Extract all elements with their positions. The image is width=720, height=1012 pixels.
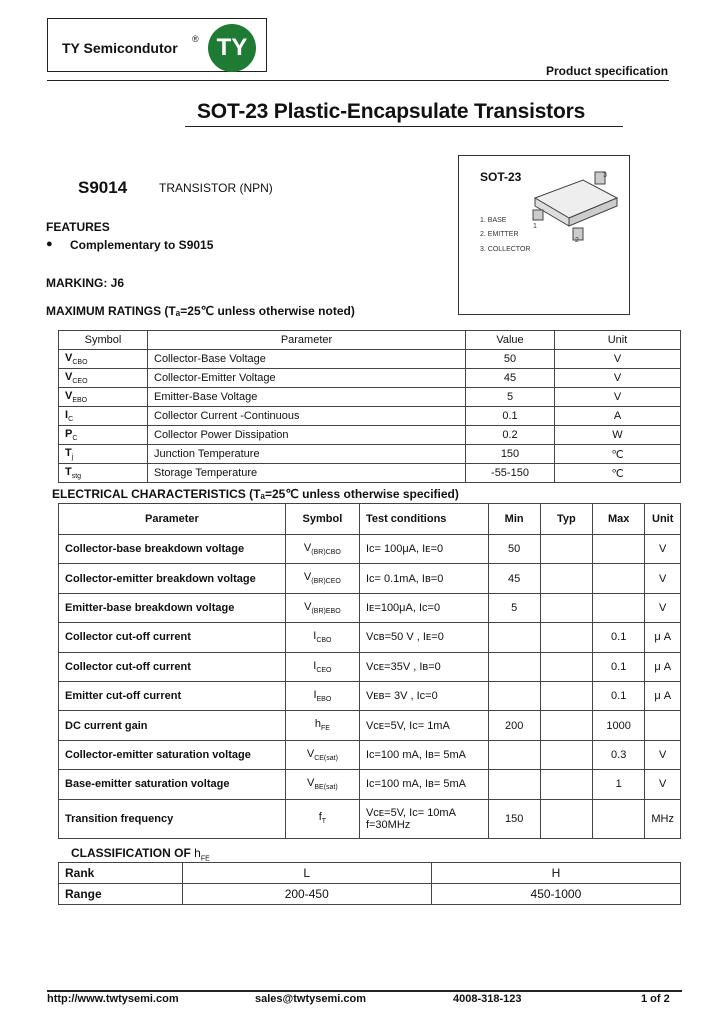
symbol-subscript: EBO	[316, 696, 332, 704]
electrical-characteristics-table	[58, 503, 681, 839]
cell-typ	[540, 770, 592, 799]
hfe-symbol	[194, 846, 210, 863]
header-parameter: Parameter	[148, 331, 466, 350]
cell-value: 0.1	[466, 407, 555, 426]
table-row	[59, 426, 681, 445]
cell-max	[592, 593, 644, 622]
symbol-letter: T	[65, 465, 72, 478]
symbol-subscript: BE(sat)	[314, 784, 338, 792]
hfe-sub: FE	[200, 855, 210, 863]
cell-unit: A	[555, 407, 681, 426]
pin-number-2: 2	[575, 237, 579, 244]
cell-parameter: Collector-emitter saturation voltage	[59, 740, 286, 769]
symbol-letter: f	[318, 811, 322, 824]
symbol-letter: V	[304, 600, 312, 613]
header-max: Max	[592, 504, 644, 535]
cell-label: Rank	[59, 863, 183, 884]
table-row	[59, 863, 681, 884]
cell-parameter: Collector cut-off current	[59, 652, 286, 681]
symbol-letter: V	[303, 571, 312, 584]
cell-symbol	[285, 535, 359, 564]
symbol-letter: P	[65, 427, 73, 440]
cell-unit: V	[555, 388, 681, 407]
page-title: SOT-23 Plastic-Encapsulate Transistors	[197, 100, 586, 123]
cell-max: 1000	[592, 711, 644, 740]
cell-parameter: Collector cut-off current	[59, 623, 286, 652]
cell-max: 0.1	[592, 681, 644, 710]
cell-symbol	[285, 593, 359, 622]
cell-unit: ℃	[555, 464, 681, 483]
features-heading: FEATURES	[46, 220, 110, 234]
table-row	[59, 799, 681, 838]
table-row	[59, 445, 681, 464]
symbol-letter: h	[314, 718, 321, 731]
cell-max	[592, 564, 644, 593]
symbol-letter: V	[65, 351, 73, 364]
symbol-letter: I	[313, 689, 317, 702]
cell-parameter: Emitter-base breakdown voltage	[59, 593, 286, 622]
ty-logo-icon: TY	[208, 24, 256, 72]
part-type: TRANSISTOR (NPN)	[159, 181, 273, 195]
hfe-h: h	[194, 846, 201, 860]
pin-label-base: 1. BASE	[480, 217, 507, 224]
table-row	[59, 464, 681, 483]
symbol-subscript: T	[321, 818, 327, 826]
cell-parameter: Collector Current -Continuous	[148, 407, 466, 426]
cell-value: 200-450	[182, 884, 431, 905]
table-row	[59, 711, 681, 740]
registered-mark: ®	[192, 34, 199, 44]
cell-symbol	[285, 564, 359, 593]
footer-phone: 4008-318-123	[453, 993, 522, 1005]
symbol-subscript: j	[71, 454, 74, 462]
cell-max: 0.1	[592, 623, 644, 652]
cell-min: 45	[488, 564, 540, 593]
cell-min	[488, 623, 540, 652]
cell-conditions: Iᴇ=100μA, Iᴄ=0	[359, 593, 488, 622]
table-row	[59, 369, 681, 388]
cell-max	[592, 535, 644, 564]
table-row	[59, 350, 681, 369]
symbol-letter: I	[313, 659, 317, 672]
cell-symbol	[285, 740, 359, 769]
cell-max: 1	[592, 770, 644, 799]
cell-typ	[540, 740, 592, 769]
symbol-subscript: CEO	[72, 378, 88, 386]
header-unit: Unit	[555, 331, 681, 350]
pin-number-1: 1	[533, 223, 537, 230]
cell-unit: μ A	[645, 652, 681, 681]
elec-heading: ELECTRICAL CHARACTERISTICS (Tₐ=25℃ unless otherwise specified)	[52, 487, 459, 501]
header-parameter: Parameter	[59, 504, 286, 535]
table-header-row	[59, 331, 681, 350]
cell-unit: V	[555, 369, 681, 388]
cell-parameter: Storage Temperature	[148, 464, 466, 483]
cell-symbol	[59, 350, 148, 369]
cell-parameter: Emitter-Base Voltage	[148, 388, 466, 407]
cell-parameter: Junction Temperature	[148, 445, 466, 464]
cell-unit: V	[645, 740, 681, 769]
footer-email[interactable]: sales@twtysemi.com	[255, 993, 366, 1005]
symbol-subscript: CBO	[72, 359, 88, 367]
cell-unit: V	[645, 535, 681, 564]
marking: MARKING: J6	[46, 276, 125, 290]
cell-value: L	[182, 863, 431, 884]
product-specification: Product specification	[546, 64, 669, 78]
footer-url[interactable]: http://www.twtysemi.com	[47, 993, 179, 1005]
header-divider	[47, 80, 669, 81]
cell-min	[488, 740, 540, 769]
title-underline	[185, 126, 623, 127]
table-row	[59, 740, 681, 769]
bullet-icon: ●	[46, 238, 53, 250]
cell-symbol	[285, 711, 359, 740]
cell-symbol	[59, 407, 148, 426]
header-typ: Typ	[540, 504, 592, 535]
cell-conditions: Vᴄʙ=50 V , Iᴇ=0	[359, 623, 488, 652]
cell-symbol	[59, 388, 148, 407]
cell-conditions: Iᴄ= 0.1mA, Iʙ=0	[359, 564, 488, 593]
symbol-subscript: EBO	[72, 397, 88, 405]
symbol-letter: I	[65, 408, 69, 421]
footer-divider	[47, 990, 682, 992]
table-row	[59, 623, 681, 652]
symbol-letter: V	[307, 777, 315, 790]
pin-label-collector: 3. COLLECTOR	[480, 246, 531, 253]
symbol-letter: V	[65, 370, 73, 383]
cell-unit: μ A	[645, 623, 681, 652]
cell-value: 150	[466, 445, 555, 464]
cell-conditions: Vᴇʙ= 3V , Iᴄ=0	[359, 681, 488, 710]
cell-symbol	[285, 799, 359, 838]
cell-value: 5	[466, 388, 555, 407]
max-ratings-table	[58, 330, 681, 483]
cell-parameter: Base-emitter saturation voltage	[59, 770, 286, 799]
cell-label: Range	[59, 884, 183, 905]
classification-label: CLASSIFICATION OF	[71, 846, 191, 860]
symbol-subscript: (BR)EBO	[311, 608, 341, 616]
cell-parameter: Emitter cut-off current	[59, 681, 286, 710]
cell-symbol	[285, 681, 359, 710]
table-row	[59, 593, 681, 622]
cell-unit: V	[645, 593, 681, 622]
symbol-subscript: FE	[320, 725, 330, 733]
cell-parameter: Collector-Emitter Voltage	[148, 369, 466, 388]
symbol-letter: V	[303, 542, 312, 555]
cell-typ	[540, 652, 592, 681]
cell-min: 50	[488, 535, 540, 564]
cell-unit: V	[555, 350, 681, 369]
header-value: Value	[466, 331, 555, 350]
symbol-subscript: CE(sat)	[314, 755, 338, 763]
cell-typ	[540, 535, 592, 564]
cell-symbol	[285, 623, 359, 652]
symbol-subscript: (BR)CEO	[311, 578, 341, 586]
cell-unit: μ A	[645, 681, 681, 710]
cell-symbol	[285, 652, 359, 681]
classification-heading	[71, 846, 210, 862]
header-symbol: Symbol	[59, 331, 148, 350]
cell-max: 0.1	[592, 652, 644, 681]
symbol-subscript: C	[68, 416, 74, 424]
cell-symbol	[285, 770, 359, 799]
cell-unit: ℃	[555, 445, 681, 464]
header-symbol: Symbol	[285, 504, 359, 535]
table-row	[59, 407, 681, 426]
cell-parameter: Transition frequency	[59, 799, 286, 838]
cell-symbol	[59, 426, 148, 445]
cell-min: 5	[488, 593, 540, 622]
cell-symbol	[59, 369, 148, 388]
cell-conditions: Iᴄ=100 mA, Iʙ= 5mA	[359, 770, 488, 799]
cell-value: 45	[466, 369, 555, 388]
cell-typ	[540, 711, 592, 740]
cell-min	[488, 652, 540, 681]
cell-conditions: Vᴄᴇ=5V, Iᴄ= 10mA f=30MHz	[359, 799, 488, 838]
cell-value: H	[431, 863, 680, 884]
cell-max: 0.3	[592, 740, 644, 769]
cell-min	[488, 770, 540, 799]
cell-typ	[540, 623, 592, 652]
cell-value: 450-1000	[431, 884, 680, 905]
symbol-subscript: CBO	[316, 637, 332, 645]
cell-conditions: Vᴄᴇ=35V , Iʙ=0	[359, 652, 488, 681]
company-name: TY Semicondutor	[62, 40, 178, 56]
cell-symbol	[59, 445, 148, 464]
cell-max	[592, 799, 644, 838]
symbol-letter: T	[65, 446, 72, 459]
cell-parameter: Collector Power Dissipation	[148, 426, 466, 445]
symbol-letter: V	[65, 389, 73, 402]
header-unit: Unit	[645, 504, 681, 535]
cell-unit: V	[645, 770, 681, 799]
table-row	[59, 388, 681, 407]
header-min: Min	[488, 504, 540, 535]
table-row	[59, 652, 681, 681]
pin-label-emitter: 2. EMITTER	[480, 231, 519, 238]
cell-parameter: Collector-emitter breakdown voltage	[59, 564, 286, 593]
table-row	[59, 681, 681, 710]
header-test-conditions: Test conditions	[359, 504, 488, 535]
table-row	[59, 564, 681, 593]
package-name: SOT-23	[480, 170, 522, 184]
symbol-letter: I	[313, 630, 317, 643]
table-header-row	[59, 504, 681, 535]
part-number: S9014	[78, 178, 128, 197]
symbol-subscript: C	[72, 435, 78, 443]
symbol-subscript: stg	[71, 473, 82, 481]
symbol-subscript: (BR)CBO	[311, 549, 341, 557]
cell-conditions: Iᴄ= 100μA, Iᴇ=0	[359, 535, 488, 564]
cell-typ	[540, 564, 592, 593]
cell-parameter: Collector-Base Voltage	[148, 350, 466, 369]
table-row	[59, 884, 681, 905]
cell-unit: W	[555, 426, 681, 445]
cell-conditions: Iᴄ=100 mA, Iʙ= 5mA	[359, 740, 488, 769]
cell-typ	[540, 799, 592, 838]
cell-min: 200	[488, 711, 540, 740]
cell-value: -55-150	[466, 464, 555, 483]
cell-unit: V	[645, 564, 681, 593]
table-row	[59, 770, 681, 799]
cell-typ	[540, 593, 592, 622]
footer-page: 1 of 2	[641, 993, 670, 1005]
symbol-subscript: CEO	[316, 666, 332, 674]
pin-1-lead	[533, 210, 543, 220]
pin-number-3: 3	[603, 172, 607, 179]
cell-min	[488, 681, 540, 710]
feature-item: Complementary to S9015	[70, 238, 214, 252]
cell-min: 150	[488, 799, 540, 838]
cell-value: 0.2	[466, 426, 555, 445]
table-row	[59, 535, 681, 564]
cell-symbol	[59, 464, 148, 483]
cell-typ	[540, 681, 592, 710]
cell-conditions: Vᴄᴇ=5V, Iᴄ= 1mA	[359, 711, 488, 740]
cell-unit	[645, 711, 681, 740]
max-ratings-heading: MAXIMUM RATINGS (Tₐ=25℃ unless otherwise noted)	[46, 304, 355, 318]
cell-parameter: Collector-base breakdown voltage	[59, 535, 286, 564]
classification-table	[58, 862, 681, 905]
cell-value: 50	[466, 350, 555, 369]
cell-parameter: DC current gain	[59, 711, 286, 740]
symbol-letter: V	[306, 747, 315, 760]
cell-unit: MHz	[645, 799, 681, 838]
